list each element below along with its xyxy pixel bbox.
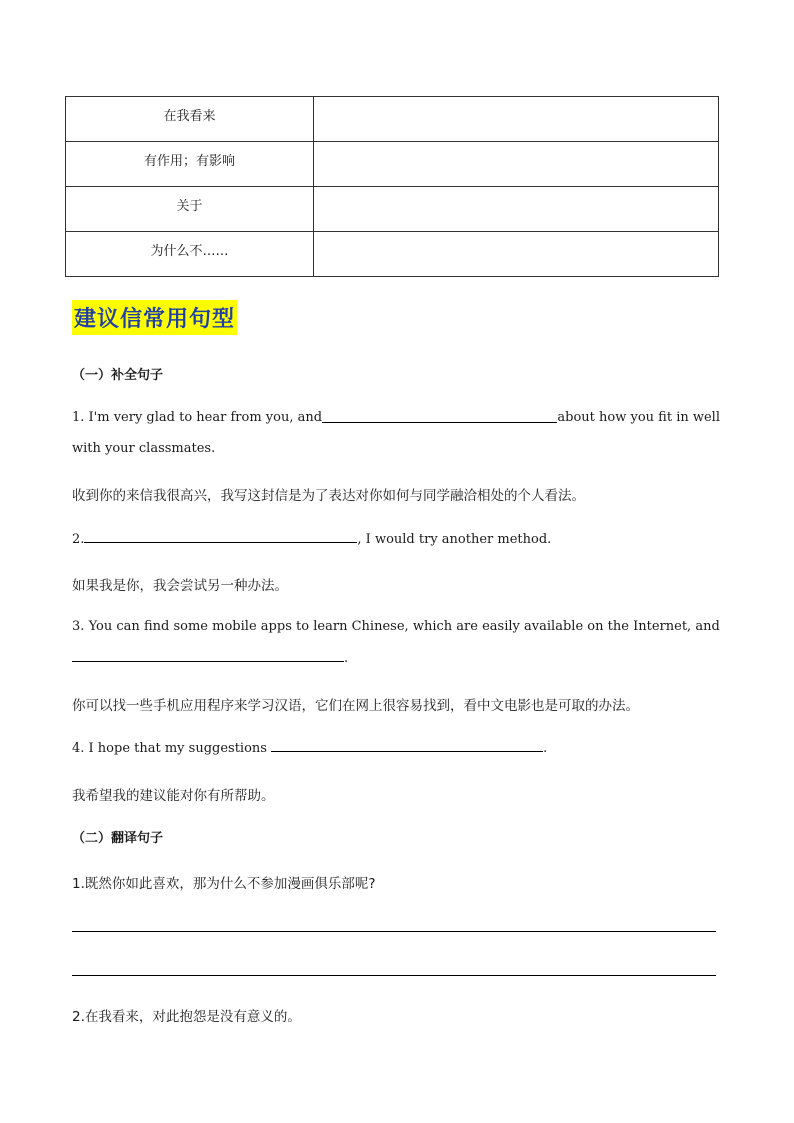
translate-q1: 1.既然你如此喜欢，那为什么不参加漫画俱乐部呢? [72,876,376,892]
q4-chinese: 我希望我的建议能对你有所帮助。 [72,788,275,804]
q3-word: Chinese, [351,619,409,634]
q4-blank[interactable] [271,739,543,752]
table-row [66,187,719,232]
question-4-line [72,739,547,756]
q3-word: You [88,619,113,634]
part1-title: （一）补全句子 [72,368,164,383]
q1-blank[interactable] [322,410,557,423]
answer-cell[interactable] [314,187,719,232]
q1-text-a: 1. I'm very glad to hear from you, and [72,410,323,425]
answer-cell[interactable] [314,142,719,187]
section-heading: 建议信常用句型 [72,300,237,335]
table-row [66,97,719,142]
q3-word: 3. [72,619,85,634]
q2-text-b: , I would try another method. [357,532,552,547]
q3-word: the [607,619,629,634]
answer-cell[interactable] [314,97,719,142]
chinese-phrase-cell: 有作用；有影响 [66,142,314,187]
q3-word: easily [482,619,520,634]
table-row [66,232,719,277]
chinese-phrase-cell: 在我看来 [66,97,314,142]
q3-word: are [456,619,478,634]
table-row [66,142,719,187]
part2-title: （二）翻译句子 [72,831,164,846]
q2-text-a: 2. [72,532,85,547]
q3-word: to [296,619,310,634]
q3-word: on [587,619,604,634]
question-2-line [72,530,551,547]
chinese-phrase-cell: 关于 [66,187,314,232]
q2-chinese: 如果我是你，我会尝试另一种办法。 [72,578,288,594]
q3-word: learn [313,619,348,634]
q3-word: available [524,619,584,634]
q1-text-b: about how you fit in well [557,410,720,425]
question-3-line-2 [72,649,348,666]
answer-cell[interactable] [314,232,719,277]
question-1-line-1 [72,410,720,425]
q3-chinese: 你可以找一些手机应用程序来学习汉语，它们在网上很容易找到，看中文电影也是可取的办法。 [72,698,639,714]
q4-text-a: 4. I hope that my suggestions [72,741,267,756]
q3-blank[interactable] [72,649,344,662]
answer-line-2[interactable] [72,975,716,976]
translate-q2: 2.在我看来，对此抱怨是没有意义的。 [72,1009,301,1025]
q3-end: . [344,651,349,666]
q1-chinese: 收到你的来信我很高兴，我写这封信是为了表达对你如何与同学融洽相处的个人看法。 [72,488,585,504]
q3-word: mobile [212,619,257,634]
chinese-phrase-cell: 为什么不…… [66,232,314,277]
q1-text-c: with your classmates. [72,441,216,456]
vocabulary-table [65,96,719,277]
q3-word: can [116,619,140,634]
q3-word: find [143,619,170,634]
q4-text-b: . [543,741,548,756]
q3-word: Internet, [633,619,692,634]
q3-word: apps [260,619,292,634]
question-3-line-1 [72,619,720,634]
q3-word: which [412,619,453,634]
q3-word: and [695,619,720,634]
q3-word: some [173,619,208,634]
q2-blank[interactable] [84,530,357,543]
answer-line-1[interactable] [72,931,716,932]
